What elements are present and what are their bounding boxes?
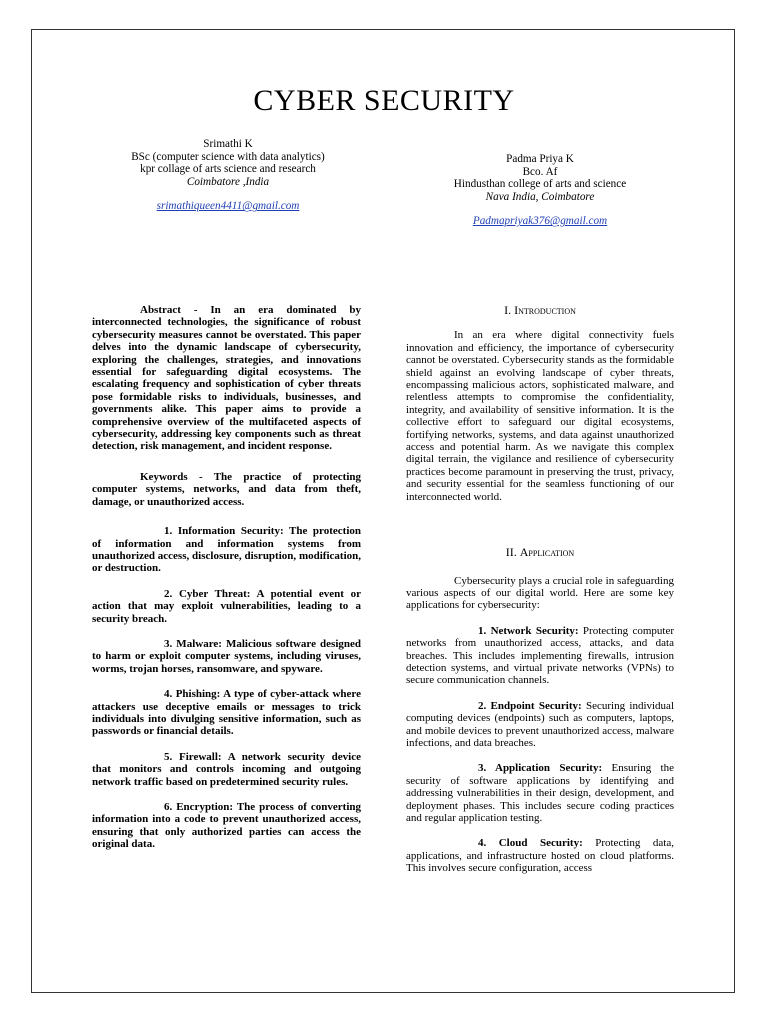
definition-item: 4. Phishing: A type of cyber-attack where attackers use deceptive emails or messages to trick individuals into divulging sensitive information, such as passwords or financial details. (92, 688, 361, 738)
author-degree: Bco. Af (522, 165, 558, 178)
definition-item: 1. Information Security: The protection of information and information systems from unauthorized access, disclosure, disruption, modification, or destruction. (92, 525, 361, 575)
definition-item: 6. Encryption: The process of converting information into a code to prevent unauthorized access, ensuring that only authorized parties can access the original data. (92, 801, 361, 851)
application-item (406, 625, 674, 687)
keywords: Keywords - The practice of protecting computer systems, networks, and data from theft, damage, or unauthorized access. (92, 470, 361, 508)
author-location: Nava India, Coimbatore (485, 190, 595, 203)
application-item-text: Protecting computer networks from unauthorized access, attacks, and data breaches. This includes implementing firewalls, intrusion detection systems, and virtual private networks (VPNs) to secure communication channels. (406, 624, 674, 687)
application-item (406, 837, 674, 874)
author-institution: Hindusthan college of arts and science (453, 178, 627, 191)
author-name: Padma Priya K (506, 153, 574, 165)
section-title: Introduction (514, 303, 576, 317)
application-item-lead: 4. Cloud Security: (478, 837, 583, 850)
left-column (92, 304, 361, 851)
author-degree: BSc (computer science with data analytics) (131, 150, 325, 163)
introduction-body: In an era where digital connectivity fuels innovation and efficiency, the importance of cybersecurity cannot be overstated. Cybersecurity stands as the formidable shield against an evolving landscape of cyber threats, encompassing malicious actors, sophisticated malware, and relentless attempts to compromise the confidentiality, integrity, and availability of sensitive information. It is the collective effort to safeguard our digital ecosystems, fortifying networks, systems, and data against unauthorized access and potential harm. As we navigate this complex digital terrain, the vigilance and resilience of cybersecurity practices become paramount in preserving the trust, privacy, and security essential for the seamless functioning of our interconnected world. (406, 329, 674, 503)
section-number: II. (505, 545, 517, 560)
application-item-lead: 3. Application Security: (478, 762, 603, 775)
section-heading-application (406, 546, 674, 558)
definition-item: 2. Cyber Threat: A potential event or action that may exploit vulnerabilities, leading to a security breach. (92, 587, 361, 625)
section-heading-introduction (406, 304, 674, 316)
author-block-2 (420, 153, 660, 228)
abstract: Abstract - In an era dominated by interconnected technologies, the significance of robust cybersecurity measures cannot be overstated. This paper delves into the dynamic landscape of cybersecurity, exploring the challenges, strategies, and innovations essential for safeguarding digital ecosystems. The escalating frequency and sophistication of cyber threats pose formidable risks to individuals, businesses, and governments alike. This paper aims to provide a comprehensive overview of the multifaceted aspects of cybersecurity, addressing key components such as threat detection, risk management, and incident response. (92, 304, 361, 453)
paper-title: CYBER SECURITY (253, 84, 515, 117)
author-block-1 (110, 138, 346, 213)
application-item (406, 700, 674, 750)
right-column (406, 304, 674, 875)
author-location: Coimbatore ,India (186, 175, 270, 188)
definition-item: 5. Firewall: A network security device that monitors and controls incoming and outgoing network traffic based on predetermined security rules. (92, 750, 361, 788)
author-email-link[interactable]: Padmapriyak376@gmail.com (472, 215, 608, 228)
author-name: Srimathi K (203, 138, 253, 150)
application-intro: Cybersecurity plays a crucial role in safeguarding various aspects of our digital world. Here are some key applications for cybersecurity: (406, 574, 674, 612)
section-title: Application (519, 545, 575, 560)
application-item-lead: 2. Endpoint Security: (478, 699, 582, 712)
application-item (406, 762, 674, 824)
section-number: I. (504, 303, 512, 317)
application-item-lead: 1. Network Security: (478, 624, 579, 637)
definition-item: 3. Malware: Malicious software designed to harm or exploit computer systems, including viruses, worms, trojan horses, ransomware, and spyware. (92, 637, 361, 675)
author-email-link[interactable]: srimathiqueen4411@gmail.com (156, 200, 300, 213)
application-item-text: Protecting data, applications, and infrastructure hosted on cloud platforms. This involves secure configuration, access (406, 837, 674, 875)
application-item-text: Ensuring the security of software applications by identifying and addressing vulnerabilities in their design, development, and deployment phases. This includes secure coding practices and regular application testing. (406, 762, 674, 824)
application-item-text: Securing individual computing devices (endpoints) such as computers, laptops, and mobile devices to prevent unauthorized access, malware infections, and data breaches. (406, 699, 674, 749)
author-institution: kpr collage of arts science and research (140, 163, 316, 176)
